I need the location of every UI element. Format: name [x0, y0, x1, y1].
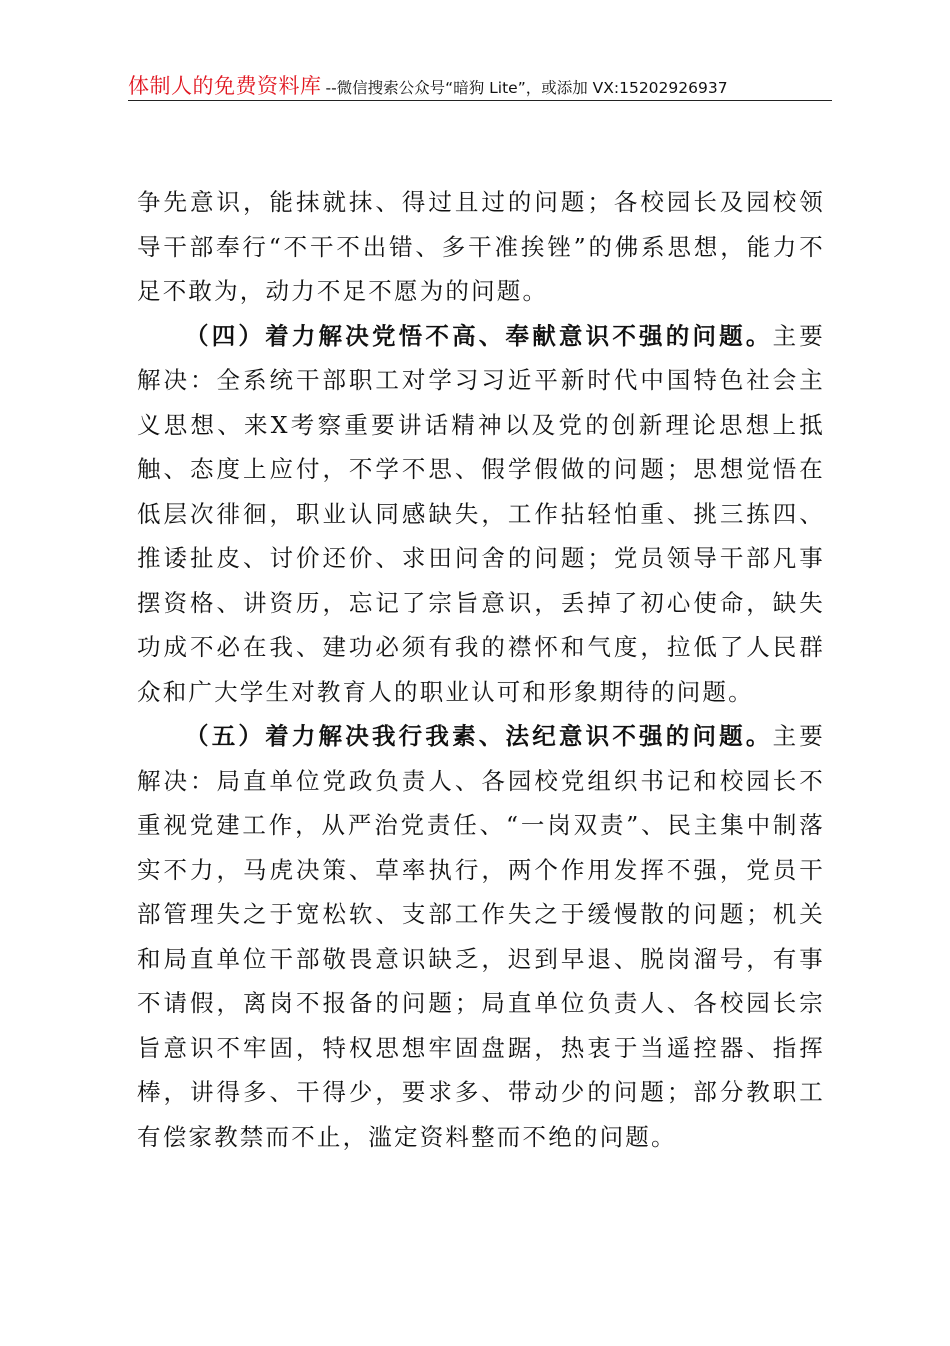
- header-subtitle: --微信搜索公众号“暗狗 Lite”，或添加 VX:15202926937: [325, 79, 728, 97]
- section-heading: （五）着力解决我行我素、法纪意识不强的问题。: [185, 722, 773, 750]
- paragraph-body: 主要解决：局直单位党政负责人、各园校党组织书记和校园长不重视党建工作，从严治党责任、“一岗双责”、民主集中制落实不力，马虎决策、草率执行，两个作用发挥不强，党员干部管理失之于宽松软、支部工作失之于缓慢散的问题；机关和局直单位干部敬畏意识缺乏，迟到早退、脱岗溜号，有事不请假，离岗不报备的问题；局直单位负责人、各校园长宗旨意识不牢固，特权思想牢固盘踞，热衷于当遥控器、指挥棒，讲得多、干得少，要求多、带动少的问题；部分教职工有偿家教禁而不止，滥定资料整而不绝的问题。: [137, 722, 826, 1151]
- paragraph-section-4: [137, 314, 825, 715]
- page-header: [128, 70, 832, 101]
- paragraph-body: 争先意识，能抹就抹、得过且过的问题；各校园长及园校领导干部奉行“不干不出错、多干准挨锉”的佛系思想，能力不足不敢为，动力不足不愿为的问题。: [137, 188, 825, 305]
- paragraph-body: 主要解决：全系统干部职工对学习习近平新时代中国特色社会主义思想、来X考察重要讲话精神以及党的创新理论思想上抵触、态度上应付，不学不思、假学假做的问题；思想觉悟在低层次徘徊，职业认同感缺失，工作拈轻怕重、挑三拣四、推诿扯皮、讨价还价、求田问舍的问题；党员领导干部凡事摆资格、讲资历，忘记了宗旨意识，丢掉了初心使命，缺失功成不必在我、建功必须有我的襟怀和气度，拉低了人民群众和广大学生对教育人的职业认可和形象期待的问题。: [137, 321, 826, 706]
- section-heading: （四）着力解决党悟不高、奉献意识不强的问题。: [185, 321, 773, 350]
- paragraph-continued: [137, 180, 825, 314]
- document-body: [137, 180, 825, 1159]
- header-brand: 体制人的免费资料库: [128, 74, 322, 98]
- paragraph-section-5: [137, 714, 825, 1159]
